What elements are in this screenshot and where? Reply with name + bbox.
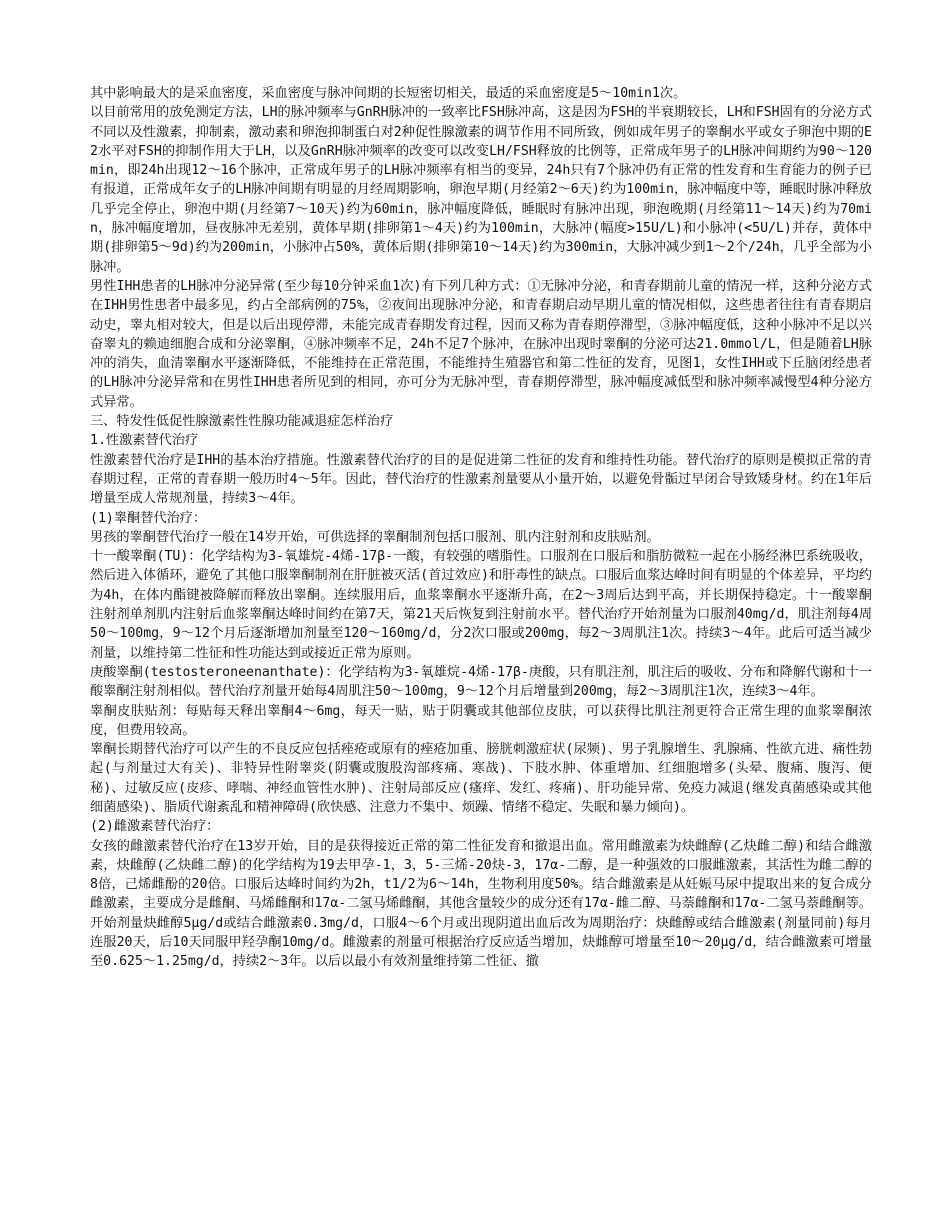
subheading-testosterone-replacement: (1)睾酮替代治疗： bbox=[90, 510, 207, 526]
paragraph-testosterone-start: 男孩的睾酮替代治疗一般在14岁开始，可供选择的睾酮制剂包括口服剂、肌内注射剂和皮肤贴剂。 bbox=[90, 529, 660, 545]
paragraph-lh-pulse-frequency: 以目前常用的放免测定方法，LH的脉冲频率与GnRH脉冲的一致率比FSH脉冲高，这是因为FSH的半衰期较长，LH和FSH固有的分泌方式不同以及性激素，抑制素，激动素和卵泡抑制蛋白对2种促性腺激素的调节作用不同所致，例如成年男子的睾酮水平或女子卵泡中期的E2水平对FSH的抑制作用大于LH，以及GnRH脉冲频率的改变可以改变LH/FSH释放的比例等，正常成年男子的LH脉冲间期约为90～120min，即24h出现12～16个脉冲，正常成年男子的LH脉冲频率有相当的变异，24h只有7个脉冲仍有正常的性发育和生育能力的例子已有报道，正常成年女子的LH脉冲间期有明显的月经周期影响，卵泡早期(月经第2～6天)约为100min，脉冲幅度中等，睡眠时脉冲释放几乎完全停止，卵泡中期(月经第7～10天)约为60min，脉冲幅度降低，睡眠时有脉冲出现，卵泡晚期(月经第11～14天)约为70min，脉冲幅度增加，昼夜脉冲无差别，黄体早期(排卵第1～4天)约为100min，大脉冲(幅度>15U/L)和小脉冲(<5U/L)并存，黄体中期(排卵第5～9d)约为200min，小脉冲占50%，黄体后期(排卵第10～14天)约为300min，大脉冲减少到1～2个/24h，几乎全部为小脉冲。 bbox=[90, 105, 872, 275]
subheading-sex-hormone-replacement: 1.性激素替代治疗 bbox=[90, 433, 199, 449]
paragraph-testosterone-undecanoate: 十一酸睾酮(TU)：化学结构为3-氧雄烷-4烯-17β-一酸，有较强的嗜脂性。口服剂在口服后和脂肪微粒一起在小肠经淋巴系统吸收，然后进入体循环，避免了其他口服睾酮制剂在肝脏被灭活(首过效应)和肝毒性的缺点。口服后血浆达峰时间有明显的个体差异，平均约为4h，在体内酯键被降解而释放出睾酮。连续服用后，血浆睾酮水平逐渐升高，在2～3周后达到平高，并长期保持稳定。十一酸睾酮注射剂单剂肌内注射后血浆睾酮达峰时间约在第7天，第21天后恢复到注射前水平。替代治疗开始剂量为口服剂40mg/d，肌注剂每4周50～100mg，9～12个月后逐渐增加剂量至120～160mg/d，分2次口服或200mg，每2～3周肌注1次。持续3～4年。此后可适当减少剂量，以维持第二性征和性功能达到或接近正常为原则。 bbox=[90, 549, 872, 661]
paragraph-adverse-reactions: 睾酮长期替代治疗可以产生的不良反应包括痤疮或原有的痤疮加重、膀胱刺激症状(尿频)、男子乳腺增生、乳腺痛、性欲亢进、痛性勃起(与剂量过大有关)、非特异性附睾炎(阴囊或腹股沟部疼痛、寒战)、下肢水肿、体重增加、红细胞增多(头晕、腹痛、腹泻、便秘)、过敏反应(皮疹、哮喘、神经血管性水肿)、注射局部反应(瘙痒、发红、疼痛)、肝功能异常、免疫力减退(继发真菌感染或其他细菌感染)、脂质代谢紊乱和精神障碍(欣快感、注意力不集中、烦躁、情绪不稳定、失眠和暴力倾向)。 bbox=[90, 742, 872, 815]
paragraph-sampling-density: 其中影响最大的是采血密度，采血密度与脉冲间期的长短密切相关，最适的采血密度是5～10min1次。 bbox=[90, 86, 687, 101]
paragraph-testosterone-enanthate: 庚酸睾酮(testosteroneenanthate)：化学结构为3-氧雄烷-4烯-17β-庚酸，只有肌注剂，肌注后的吸收、分布和降解代谢和十一酸睾酮注射剂相似。替代治疗剂量开始每4周肌注50～100mg，9～12个月后增量到200mg，每2～3周肌注1次，连续3～4年。 bbox=[90, 664, 872, 700]
section-heading-treatment: 三、特发性低促性腺激素性性腺功能减退症怎样治疗 bbox=[90, 414, 394, 430]
subheading-estrogen-replacement: (2)雌激素替代治疗： bbox=[90, 819, 220, 835]
paragraph-male-ihh-patterns: 男性IHH患者的LH脉冲分泌异常(至少每10分钟采血1次)有下列几种方式：①无脉冲分泌，和青春期前儿童的情况一样，这种分泌方式在IHH男性患者中最多见，约占全部病例的75%，②夜间出现脉冲分泌，和青春期启动早期儿童的情况相似，这些患者往往有青春期启动史，睾丸相对较大，但是以后出现停滞，未能完成青春期发育过程，因而又称为青春期停滞型，③脉冲幅度低，这种小脉冲不足以兴奋睾丸的赖迪细胞合成和分泌睾酮，④脉冲频率不足，24h不足7个脉冲，在脉冲出现时睾酮的分泌可达21.0mmol/L，但是随着LH脉冲的消失，血清睾酮水平逐渐降低，不能维持在正常范围，不能维持生殖器官和第二性征的发育，见图1，女性IHH或下丘脑闭经患者的LH脉冲分泌异常和在男性IHH患者所见到的相同，亦可分为无脉冲型，青春期停滞型，脉冲幅度减低型和脉冲频率减慢型4种分泌方式异常。 bbox=[90, 278, 872, 410]
paragraph-replacement-principles: 性激素替代治疗是IHH的基本治疗措施。性激素替代治疗的目的是促进第二性征的发育和维持性功能。替代治疗的原则是模拟正常的青春期过程，正常的青春期一般历时4～5年。因此，替代治疗的性激素剂量要从小量开始，以避免骨骺过早闭合导致矮身材。约在1年后增量至成人常规剂量，持续3～4年。 bbox=[90, 452, 872, 507]
paragraph-testosterone-patch: 睾酮皮肤贴剂：每贴每天释出睾酮4～6mg，每天一贴，贴于阴囊或其他部位皮肤，可以获得比肌注剂更符合正常生理的血浆睾酮浓度，但费用较高。 bbox=[90, 703, 872, 738]
paragraph-estrogen-therapy: 女孩的雌激素替代治疗在13岁开始，目的是获得接近正常的第二性征发育和撤退出血。常用雌激素为炔雌醇(乙炔雌二醇)和结合雌激素，炔雌醇(乙炔雌二醇)的化学结构为19去甲孕-1，3，5-三烯-20炔-3，17α-二醇，是一种强效的口服雌激素，其活性为雌二醇的8倍，己烯雌酚的20倍。口服后达峰时间约为2h，t1/2为6～14h，生物利用度50%。结合雌激素是从妊娠马尿中提取出来的复合成分雌激素，主要成分是雌酮、马烯雌酮和17α-二氢马烯雌酮，其他含量较少的成分还有17α-雌二醇、马萘雌酮和17α-二氢马萘雌酮等。开始剂量炔雌醇5μg/d或结合雌激素0.3mg/d，口服4～6个月或出现阴道出血后改为周期治疗：炔雌醇或结合雌激素(剂量同前)每月连服20天，后10天同服甲羟孕酮10mg/d。雌激素的剂量可根据治疗反应适当增加，炔雌醇可增量至10～20μg/d，结合雌激素可增量至0.625～1.25mg/d，持续2～3年。以后以最小有效剂量维持第二性征、撤 bbox=[90, 838, 872, 970]
